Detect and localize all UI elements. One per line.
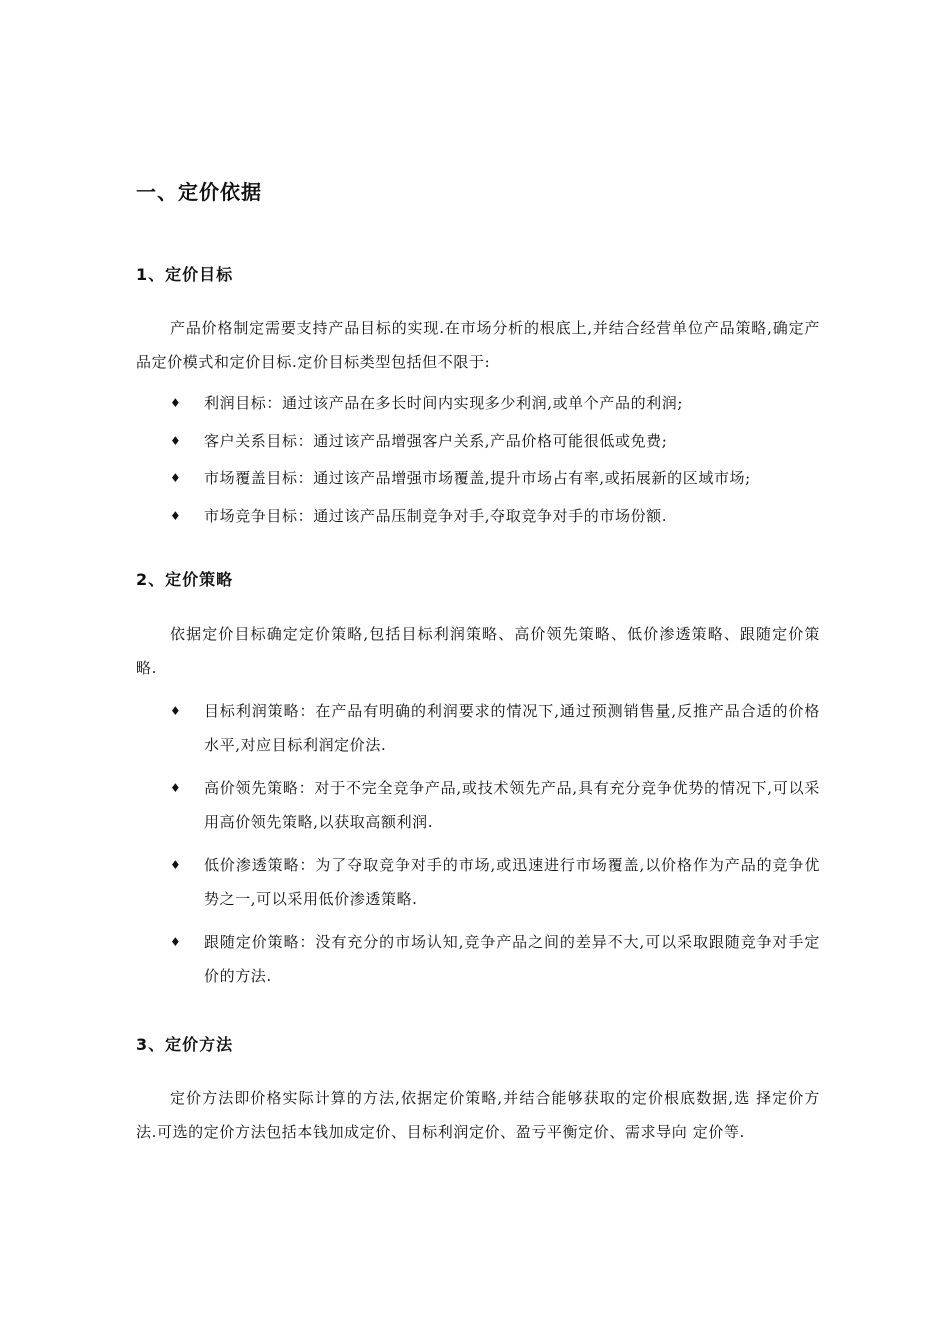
list-item	[170, 424, 820, 458]
diamond-bullet-icon: ♦	[170, 471, 182, 485]
subsection-heading-pricing-goals: 1、定价目标	[136, 265, 234, 284]
diamond-bullet-icon: ♦	[170, 434, 182, 448]
list-item	[170, 694, 820, 762]
list-item-text: 市场覆盖目标：通过该产品增强市场覆盖,提升市场占有率,或拓展新的区域市场;	[204, 469, 751, 487]
section-heading: 一、定价依据	[136, 180, 262, 204]
pricing-methods-intro: 定价方法即价格实际计算的方法,依据定价策略,并结合能够获取的定价根底数据,选 择定价方法.可选的定价方法包括本钱加成定价、目标利润定价、盈亏平衡定价、需求导向 定价等.	[136, 1089, 820, 1141]
diamond-bullet-icon: ♦	[170, 509, 182, 523]
list-item	[170, 461, 820, 495]
list-item	[170, 771, 820, 839]
list-item	[170, 386, 820, 420]
diamond-bullet-icon: ♦	[170, 935, 182, 949]
pricing-strategy-intro: 依据定价目标确定定价策略,包括目标利润策略、高价领先策略、低价渗透策略、跟随定价策略.	[136, 625, 820, 677]
list-item	[170, 848, 820, 916]
list-item-text: 高价领先策略：对于不完全竞争产品,或技术领先产品,具有充分竞争优势的情况下,可以采用高价领先策略,以获取高额利润.	[204, 779, 820, 831]
pricing-goals-intro: 产品价格制定需要支持产品目标的实现.在市场分析的根底上,并结合经营单位产品策略,确定产品定价模式和定价目标.定价目标类型包括但不限于:	[136, 319, 820, 371]
list-item-text: 跟随定价策略：没有充分的市场认知,竞争产品之间的差异不大,可以采取跟随竞争对手定价的方法.	[204, 933, 820, 985]
list-item	[170, 925, 820, 993]
list-item-text: 市场竞争目标：通过该产品压制竞争对手,夺取竞争对手的市场份额.	[204, 507, 668, 525]
subsection-heading-pricing-strategy: 2、定价策略	[136, 570, 234, 589]
list-item-text: 客户关系目标：通过该产品增强客户关系,产品价格可能很低或免费;	[204, 432, 668, 450]
list-item-text: 目标利润策略：在产品有明确的利润要求的情况下,通过预测销售量,反推产品合适的价格水平,对应目标利润定价法.	[204, 702, 820, 754]
diamond-bullet-icon: ♦	[170, 396, 182, 410]
diamond-bullet-icon: ♦	[170, 858, 182, 872]
list-item	[170, 499, 820, 533]
diamond-bullet-icon: ♦	[170, 704, 182, 718]
diamond-bullet-icon: ♦	[170, 781, 182, 795]
subsection-heading-pricing-methods: 3、定价方法	[136, 1035, 234, 1054]
list-item-text: 低价渗透策略：为了夺取竞争对手的市场,或迅速进行市场覆盖,以价格作为产品的竞争优势之一,可以采用低价渗透策略.	[204, 856, 820, 908]
list-item-text: 利润目标：通过该产品在多长时间内实现多少利润,或单个产品的利润;	[204, 394, 684, 412]
